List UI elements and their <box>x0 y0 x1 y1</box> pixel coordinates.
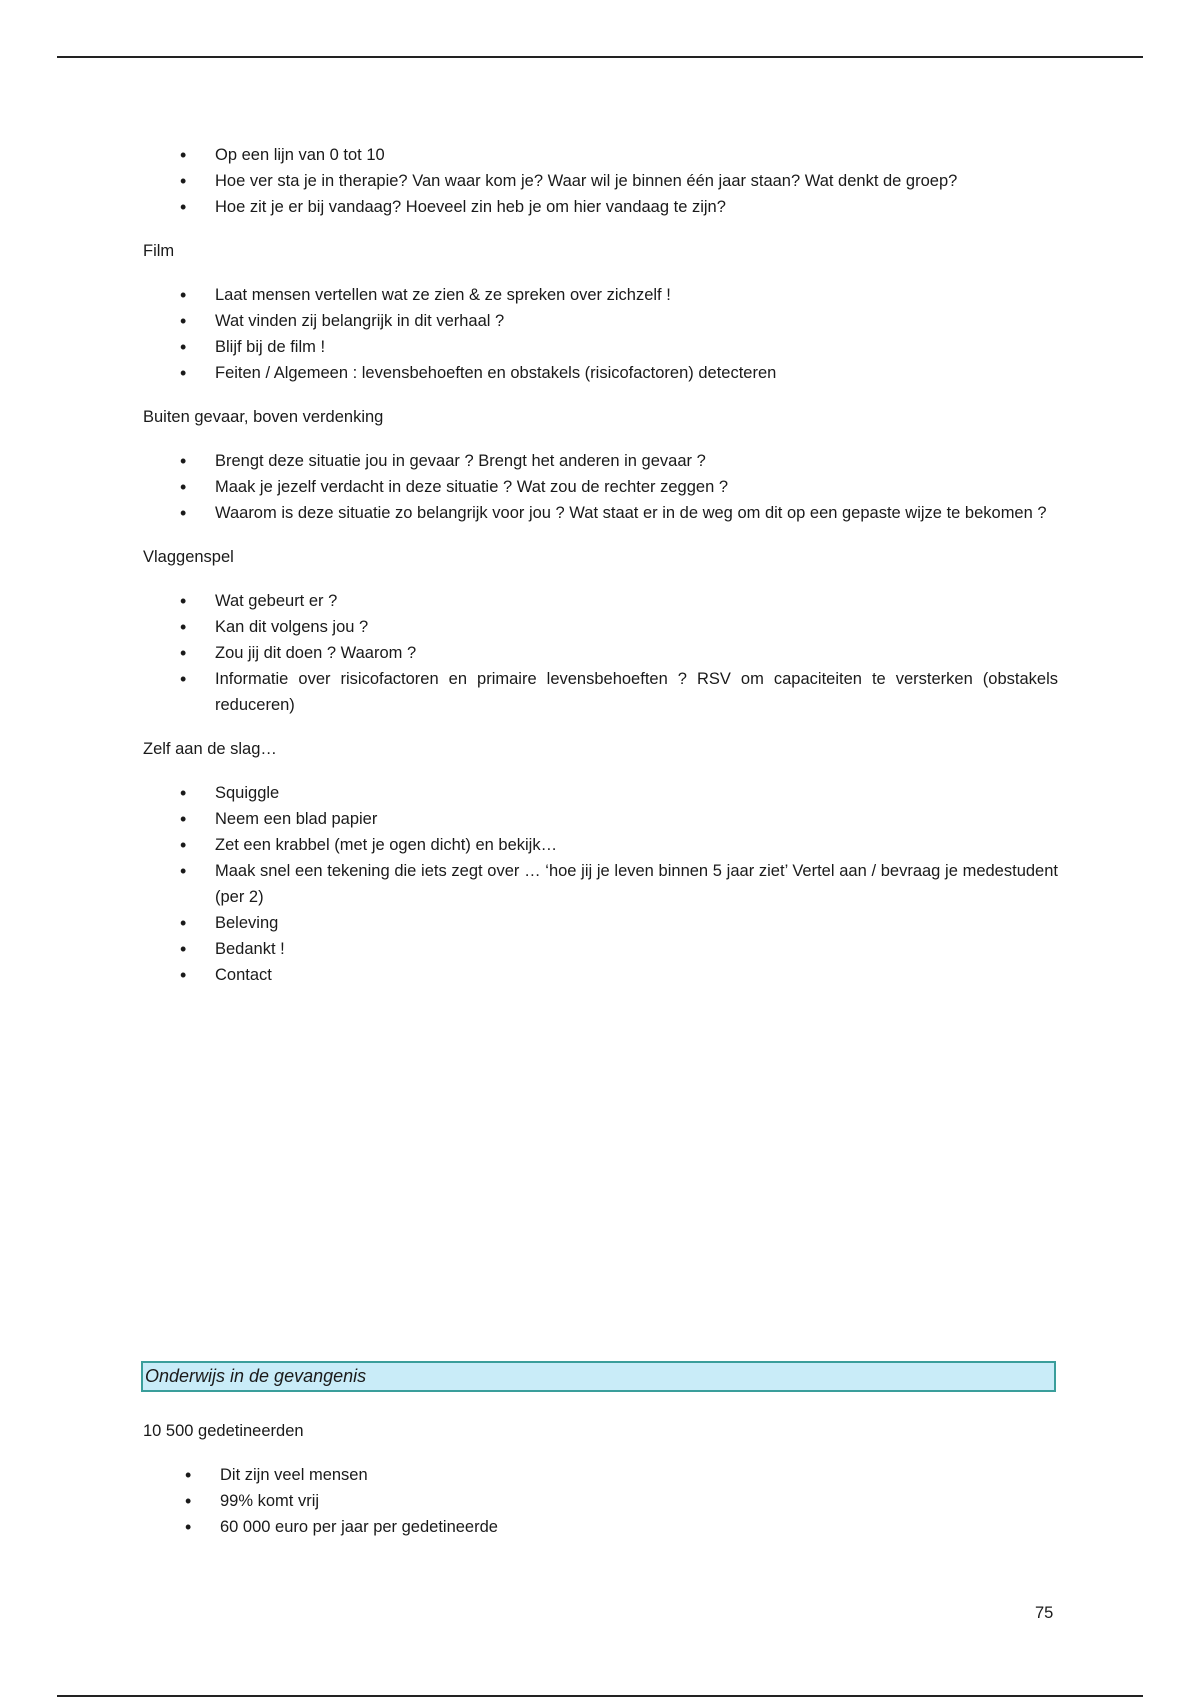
section-heading-zelf-aan-de-slag: Zelf aan de slag… <box>143 740 277 758</box>
list-item: • Hoe ver sta je in therapie? Van waar kom je? Waar wil je binnen één jaar staan? Wat denkt de groep? <box>143 168 1058 194</box>
header-rule <box>57 56 1143 58</box>
list-item: • Maak snel een tekening die iets zegt over … ‘hoe jij je leven binnen 5 jaar ziet’ Vertel aan / bevraag je medestudent (per 2) <box>143 858 1058 910</box>
bullet-list <box>143 780 1058 988</box>
list-item: • Laat mensen vertellen wat ze zien & ze spreken over zichzelf ! <box>143 282 1058 308</box>
list-item: • Zou jij dit doen ? Waarom ? <box>143 640 1058 666</box>
list-item: • Bedankt ! <box>143 936 1058 962</box>
list-item: • Kan dit volgens jou ? <box>143 614 1058 640</box>
bullet-list <box>143 282 1058 386</box>
list-item: • Waarom is deze situatie zo belangrijk voor jou ? Wat staat er in de weg om dit op een gepaste wijze te bekomen ? <box>143 500 1058 526</box>
section2-body <box>143 1418 1058 1540</box>
list-item: • Hoe zit je er bij vandaag? Hoeveel zin heb je om hier vandaag te zijn? <box>143 194 1058 220</box>
list-item: • Informatie over risicofactoren en primaire levensbehoeften ? RSV om capaciteiten te versterken (obstakels reduceren) <box>143 666 1058 718</box>
list-item: • Beleving <box>143 910 1058 936</box>
list-item: • Contact <box>143 962 1058 988</box>
list-item: • Zet een krabbel (met je ogen dicht) en bekijk… <box>143 832 1058 858</box>
document-body <box>143 142 1058 988</box>
list-item: • Blijf bij de film ! <box>143 334 1058 360</box>
section-heading-film: Film <box>143 242 175 260</box>
bullet-list <box>143 142 1058 220</box>
bullet-list <box>143 1462 1058 1540</box>
list-item: • Feiten / Algemeen : levensbehoeften en obstakels (risicofactoren) detecteren <box>143 360 1058 386</box>
list-item: • Brengt deze situatie jou in gevaar ? Brengt het anderen in gevaar ? <box>143 448 1058 474</box>
list-item: • Neem een blad papier <box>143 806 1058 832</box>
list-item: • Wat gebeurt er ? <box>143 588 1058 614</box>
page-number: 75 <box>1035 1604 1054 1622</box>
footer-rule <box>57 1695 1143 1697</box>
section2-heading: 10 500 gedetineerden <box>143 1422 304 1440</box>
bullet-list <box>143 588 1058 718</box>
list-item: • Squiggle <box>143 780 1058 806</box>
list-item: • Wat vinden zij belangrijk in dit verhaal ? <box>143 308 1058 334</box>
list-item: • Maak je jezelf verdacht in deze situatie ? Wat zou de rechter zeggen ? <box>143 474 1058 500</box>
bullet-list <box>143 448 1058 526</box>
list-item: • 60 000 euro per jaar per gedetineerde <box>143 1514 1058 1540</box>
section-heading-buiten-gevaar: Buiten gevaar, boven verdenking <box>143 408 384 426</box>
list-item: • Dit zijn veel mensen <box>143 1462 1058 1488</box>
section-title-bar: Onderwijs in de gevangenis <box>141 1361 1056 1392</box>
list-item: • Op een lijn van 0 tot 10 <box>143 142 1058 168</box>
list-item: • 99% komt vrij <box>143 1488 1058 1514</box>
section-heading-vlaggenspel: Vlaggenspel <box>143 548 234 566</box>
